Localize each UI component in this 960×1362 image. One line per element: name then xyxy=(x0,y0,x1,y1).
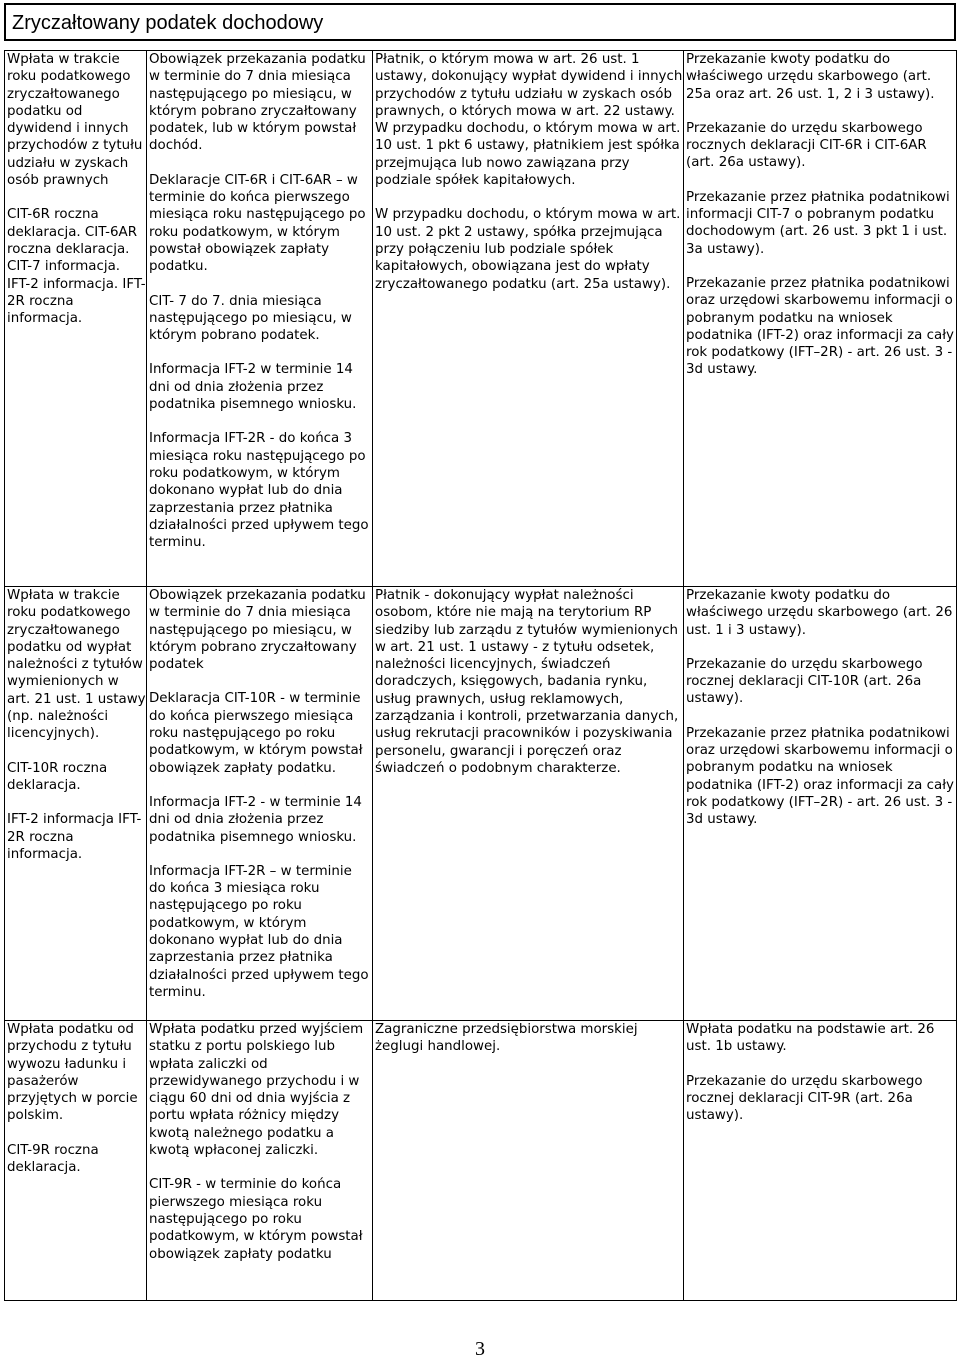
paragraph: Wpłata podatku na podstawie art. 26 ust. 1b ustawy. xyxy=(686,1022,935,1055)
table-row xyxy=(5,1021,957,1301)
paragraph: Informacja IFT-2R - do końca 3 miesiąca roku następującego po roku podatkowym, w którym dokonano wypłat lub do dnia zaprzestania przez płatnika działalności przed upływem tego terminu. xyxy=(149,431,369,551)
page-title: Zryczałtowany podatek dochodowy xyxy=(4,3,956,41)
paragraph: Wpłata w trakcie roku podatkowego zryczałtowanego podatku od wypłat należności z tytułów wymienionych w art. 21 ust. 1 ustawy (np. należności licencyjnych). xyxy=(7,588,146,742)
paragraph: Wpłata w trakcie roku podatkowego zryczałtowanego podatku od dywidend i innych przychodów z tytułu udziału w zyskach osób prawnych xyxy=(7,52,143,189)
paragraph: Przekazanie do urzędu skarbowego rocznych deklaracji CIT-6R i CIT-6AR (art. 26a ustawy). xyxy=(686,120,927,171)
table-cell xyxy=(373,587,684,1021)
table-cell xyxy=(5,51,147,587)
paragraph: Informacja IFT-2 - w terminie 14 dni od dnia złożenia przez podatnika pisemnego wniosku. xyxy=(149,794,362,845)
paragraph: Obowiązek przekazania podatku w terminie do 7 dnia miesiąca następującego po miesiącu, w którym pobrano zryczałtowany podatek, lub w którym powstał dochód. xyxy=(149,52,366,154)
paragraph: Przekazanie kwoty podatku do właściwego urzędu skarbowego (art. 25a oraz art. 26 ust. 1, 2 i 3 ustawy). xyxy=(686,52,935,102)
paragraph: Przekazanie przez płatnika podatnikowi informacji CIT-7 o pobranym podatku dochodowym (art. 26 ust. 3 pkt 1 i ust. 3a ustawy). xyxy=(686,189,950,257)
table-cell xyxy=(684,587,957,1021)
table-cell xyxy=(147,1021,373,1301)
paragraph: Informacja IFT-2R – w terminie do końca 3 miesiąca roku następującego po roku podatkowym, w którym dokonano wypłat lub do dnia zaprzestania przez płatnika działalności przed upływem tego terminu. xyxy=(149,863,369,1000)
table-cell xyxy=(147,51,373,587)
paragraph: CIT-9R roczna deklaracja. xyxy=(7,1142,99,1176)
table-row xyxy=(5,51,957,587)
paragraph: Obowiązek przekazania podatku w terminie do 7 dnia miesiąca następującego po miesiącu, w którym pobrano zryczałtowany podatek xyxy=(149,588,366,673)
table-cell xyxy=(5,587,147,1021)
table-cell xyxy=(373,1021,684,1301)
table-cell xyxy=(147,587,373,1021)
paragraph: CIT- 7 do 7. dnia miesiąca następującego po miesiącu, w którym pobrano podatek. xyxy=(149,293,352,344)
paragraph: Deklaracje CIT-6R i CIT-6AR – w terminie do końca pierwszego miesiąca roku następującego po roku podatkowym, w którym powstał obowiązek zapłaty podatku. xyxy=(149,172,366,275)
paragraph: Deklaracja CIT-10R - w terminie do końca pierwszego miesiąca roku następującego po roku podatkowym, w którym powstał obowiązek zapłaty podatku. xyxy=(149,691,363,776)
table-cell xyxy=(373,51,684,587)
paragraph: CIT-6R roczna deklaracja. CIT-6AR roczna deklaracja. CIT-7 informacja. IFT-2 informacja. IFT-2R roczna informacja. xyxy=(7,207,146,327)
paragraph: Przekazanie do urzędu skarbowego rocznej deklaracji CIT-9R (art. 26a ustawy). xyxy=(686,1073,923,1124)
tax-table xyxy=(4,50,957,1301)
paragraph: Wpłata podatku od przychodu z tytułu wywozu ładunku i pasażerów przyjętych w porcie polskim. xyxy=(7,1022,138,1124)
paragraph: CIT-10R roczna deklaracja. xyxy=(7,760,108,793)
paragraph: Informacja IFT-2 w terminie 14 dni od dnia złożenia przez podatnika pisemnego wniosku. xyxy=(149,362,357,413)
paragraph: W przypadku dochodu, o którym mowa w art. 10 ust. 2 pkt 2 ustawy, spółka przejmująca przy połączeniu lub podziale spółek kapitałowych, obowiązana jest do wpłaty zryczałtowanego podatku (art. 25a ustawy). xyxy=(375,207,681,292)
paragraph: Przekazanie przez płatnika podatnikowi oraz urzędowi skarbowemu informacji o pobranym podatku na wniosek podatnika (IFT-2) oraz informacji za cały rok podatkowy (IFT–2R) - art. 26 ust. 3 - 3d ustawy. xyxy=(686,275,954,378)
paragraph: Płatnik, o którym mowa w art. 26 ust. 1 ustawy, dokonujący wypłat dywidend i innych przychodów z tytułu udziału w zyskach osób prawnych, o których mowa w art. 22 ustawy. W przypadku dochodu, o którym mowa w art. 10 ust. 1 pkt 6 ustawy, płatnikiem jest spółka przejmująca lub nowo zawiązana przy podziale spółek kapitałowych. xyxy=(375,52,683,189)
paragraph: CIT-9R - w terminie do końca pierwszego miesiąca roku następującego po roku podatkowym, w którym powstał obowiązek zapłaty podatku xyxy=(149,1177,363,1262)
paragraph: Przekazanie przez płatnika podatnikowi oraz urzędowi skarbowemu informacji o pobranym podatku na wniosek podatnika (IFT-2) oraz informacji za cały rok podatkowy (IFT–2R) - art. 26 ust. 3 - 3d ustawy. xyxy=(686,725,954,828)
table-row xyxy=(5,587,957,1021)
table-cell xyxy=(684,51,957,587)
page-number: 3 xyxy=(475,1338,485,1360)
paragraph: IFT-2 informacja IFT-2R roczna informacja. xyxy=(7,812,142,862)
paragraph: Zagraniczne przedsiębiorstwa morskiej żeglugi handlowej. xyxy=(375,1022,638,1055)
table-cell xyxy=(684,1021,957,1301)
paragraph: Przekazanie do urzędu skarbowego rocznej deklaracji CIT-10R (art. 26a ustawy). xyxy=(686,656,923,707)
table-cell xyxy=(5,1021,147,1301)
paragraph: Przekazanie kwoty podatku do właściwego urzędu skarbowego (art. 26 ust. 1 i 3 ustawy). xyxy=(686,588,953,638)
paragraph: Wpłata podatku przed wyjściem statku z portu polskiego lub wpłata zaliczki od przewidywanego przychodu i w ciągu 60 dni od dnia wyjścia z portu wpłata różnicy między kwotą należnego podatku a kwotą wpłaconej zaliczki. xyxy=(149,1022,364,1159)
paragraph: Płatnik - dokonujący wypłat należności osobom, które nie mają na terytorium RP siedziby lub zarządu z tytułów wymienionych w art. 21 ust. 1 ustawy - z tytułu odsetek, należności licencyjnych, świadczeń doradczych, księgowych, badania rynku, usług prawnych, usług reklamowych, zarządzania i kontroli, przetwarzania danych, usług rekrutacji pracowników i pozyskiwania personelu, gwarancji i poręczeń oraz świadczeń o podobnym charakterze. xyxy=(375,588,679,776)
